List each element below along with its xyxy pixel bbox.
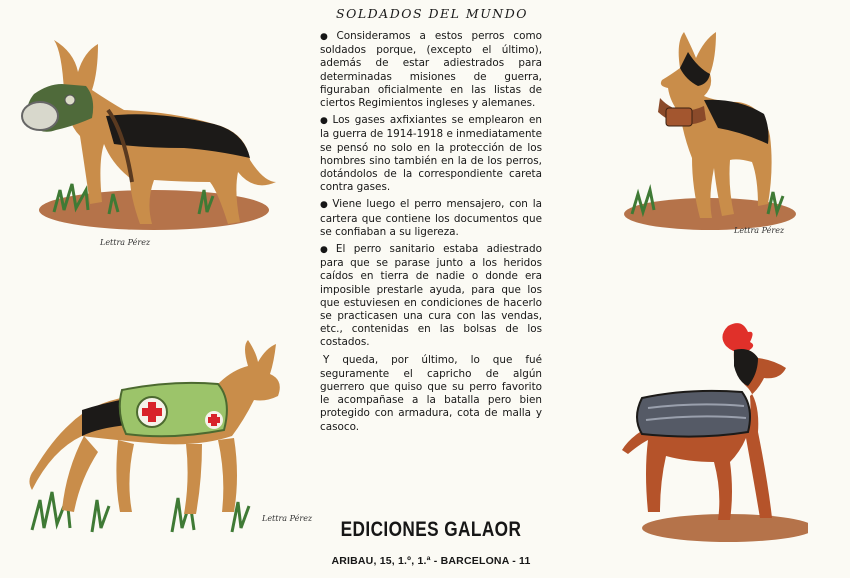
dog-messenger-icon <box>618 28 798 238</box>
illustration-messenger-dog <box>618 28 798 238</box>
dog-gas-mask-icon <box>14 32 284 252</box>
paragraph-3 <box>320 198 542 239</box>
paragraph-2 <box>320 114 542 194</box>
paragraph-text: Los gases axfixiantes se emplearon en la guerra de 1914-1918 e inmediatamente se pensó no solo en la protección de los hombres sino también en la de los perros, dotándolos de la correspondiente careta contra gases. <box>320 114 543 194</box>
page-title: SOLDADOS DEL MUNDO <box>336 6 528 21</box>
publisher-address: ARIBAU, 15, 1.º, 1.ª - BARCELONA - 11 <box>331 555 531 567</box>
illustration-armored-dog <box>618 322 808 552</box>
illustration-medic-dog <box>22 340 292 540</box>
bullet-icon: ● <box>320 245 333 256</box>
publisher-name: EDICIONES GALAOR <box>340 518 522 541</box>
paragraph-5 <box>320 354 542 434</box>
artist-signature: Lettra Pérez <box>262 514 313 523</box>
paragraph-text: El perro sanitario estaba adiestrado para que se parase junto a los heridos caídos en tierra de nadie o donde era imposible prestarle ayuda, para que los que estuviesen en condiciones de hacerlo se practicasen una cura con las vendas, etc., contenidas en las bolsas de los costados. <box>320 243 542 349</box>
illustration-gas-mask-dog <box>14 32 284 252</box>
paragraph-1 <box>320 30 542 110</box>
artist-signature: Lettra Pérez <box>100 238 151 247</box>
paragraph-text: Consideramos a estos perros como soldados porque, (excepto el último), además de estar adiestrados para determinadas misiones de guerra, figuraban oficialmente en las listas de ciertos Regimientos ingleses y alemanes. <box>320 30 542 110</box>
paragraph-text: Y queda, por último, lo que fué seguramente el capricho de algún guerrero que quiso que su perro favorito le acompañase a la batalla pero bien protegido con armadura, cota de malla y casoco. <box>320 353 542 433</box>
dog-armored-icon <box>618 322 808 552</box>
paragraph-text: Viene luego el perro mensajero, con la cartera que contiene los documentos que se confiaban a su ligereza. <box>320 198 542 238</box>
bullet-icon: ● <box>320 116 330 127</box>
dog-medic-icon <box>22 340 292 540</box>
text-column <box>320 30 542 438</box>
paragraph-4 <box>320 243 542 350</box>
artist-signature: Lettra Pérez <box>734 226 785 235</box>
bullet-icon: ● <box>320 200 330 211</box>
bullet-icon: ● <box>320 32 334 42</box>
